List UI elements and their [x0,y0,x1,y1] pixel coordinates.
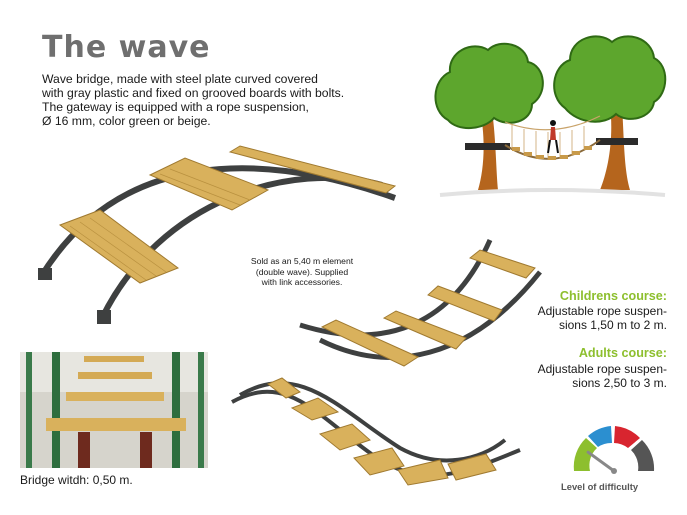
difficulty-needle [588,452,614,471]
description-line: Wave bridge, made with steel plate curved covered [42,72,318,86]
difficulty-segment-3 [614,426,640,448]
page-title: The wave [42,30,211,65]
difficulty-label: Level of difficulty [561,481,639,492]
description-line: The gateway is equipped with a rope suspension, [42,100,309,114]
sold-note-line: (double wave). Supplied [255,266,349,277]
sold-note [234,256,370,288]
adults-course-line: sions 2,50 to 3 m. [572,376,667,390]
adults-course-text [538,362,667,390]
difficulty-segment-2 [588,426,612,447]
adults-course-heading: Adults course: [578,346,667,360]
childrens-course-text [538,304,667,332]
adults-course-line: Adjustable rope suspen- [537,362,667,376]
difficulty-segment-4 [631,440,654,471]
sold-note-line: with link accessories. [261,277,343,287]
description-line: with gray plastic and fixed on grooved boards with bolts. [42,86,345,100]
product-description [42,72,382,128]
difficulty-segment-1 [574,438,597,471]
childrens-course-heading: Childrens course: [559,289,667,303]
childrens-course-line: sions 1,50 m to 2 m. [558,318,667,332]
sold-note-line: Sold as an 5,40 m element [250,256,354,266]
bridge-width-caption: Bridge witdh: 0,50 m. [20,473,133,487]
description-line: Ø 16 mm, color green or beige. [42,114,211,128]
childrens-course-line: Adjustable rope suspen- [537,304,667,318]
